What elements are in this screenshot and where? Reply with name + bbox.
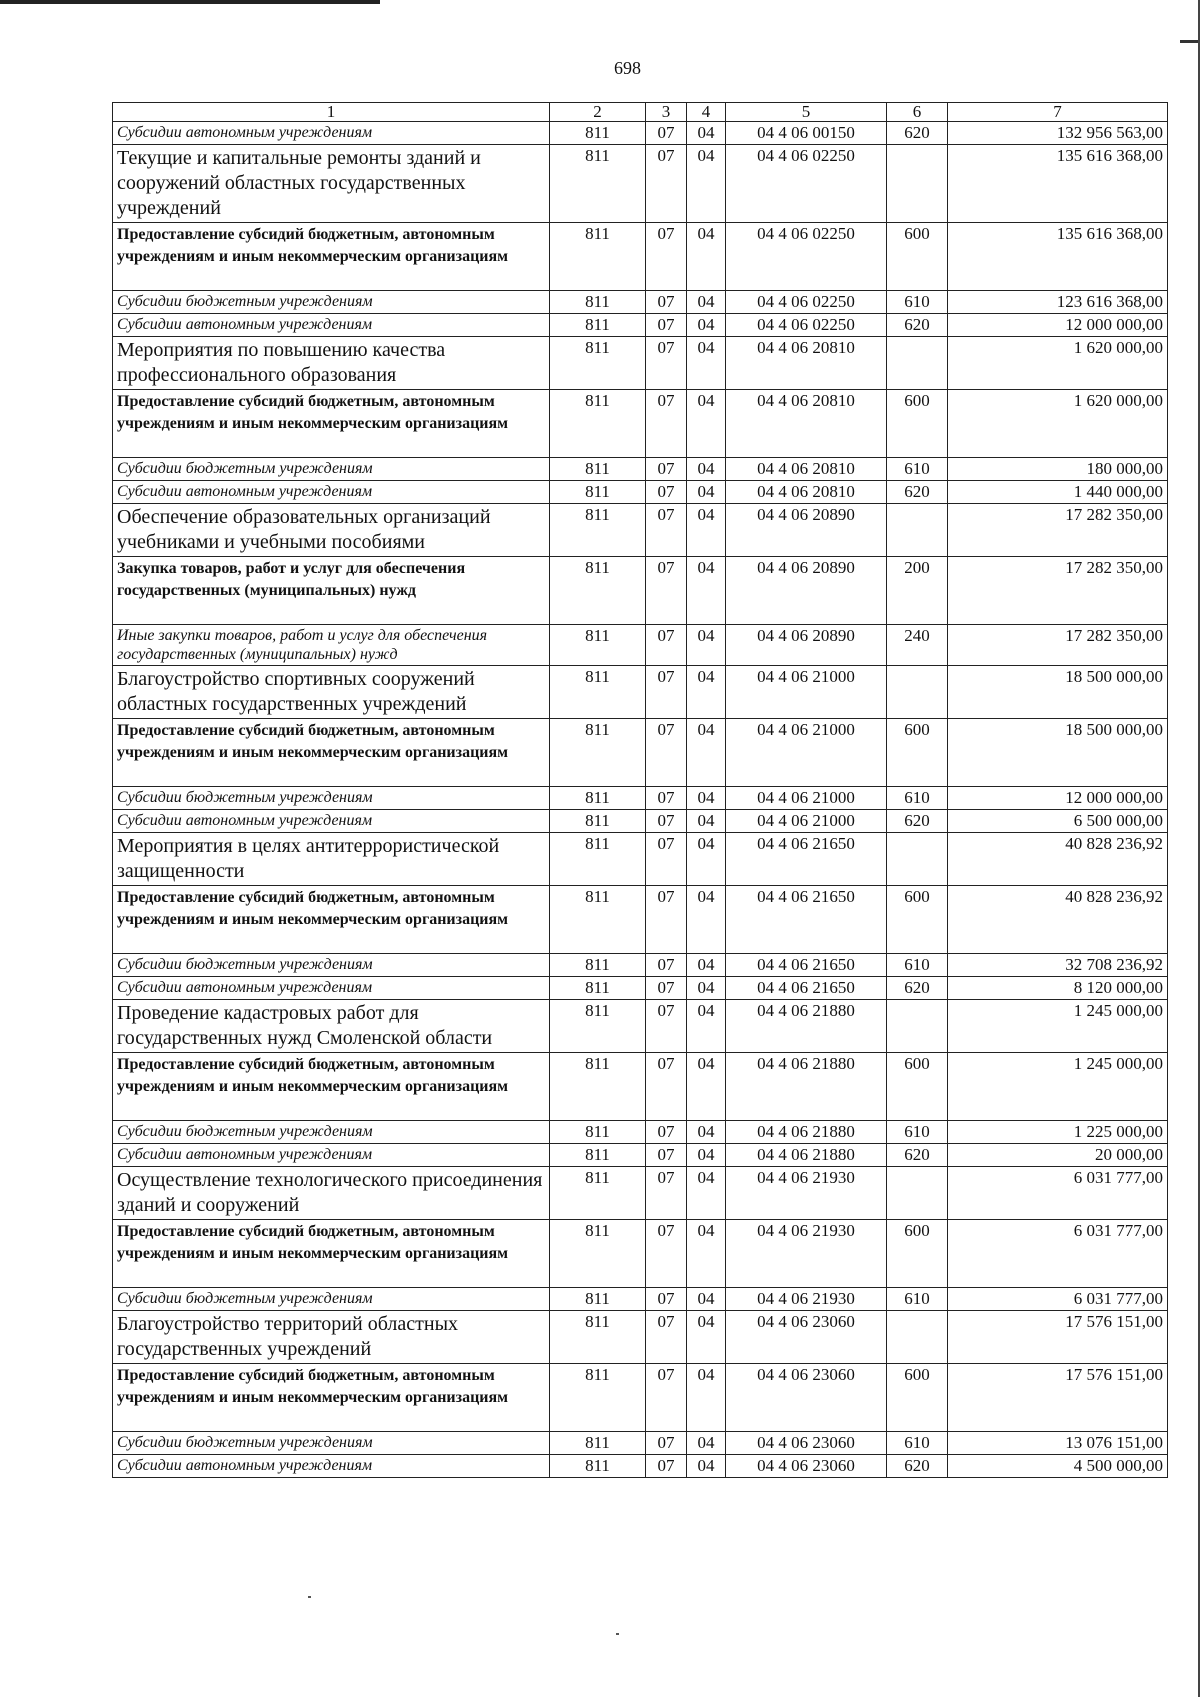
cell-expense-type <box>887 833 948 886</box>
cell-section: 07 <box>646 954 687 977</box>
cell-target-article: 04 4 06 21650 <box>726 954 887 977</box>
table-row <box>113 557 1168 625</box>
cell-subsection: 04 <box>687 1364 726 1432</box>
cell-name: Субсидии автономным учреждениям <box>113 314 550 337</box>
cell-target-article: 04 4 06 21880 <box>726 1121 887 1144</box>
cell-expense-type: 610 <box>887 1288 948 1311</box>
cell-admin-code: 811 <box>550 1288 646 1311</box>
cell-target-article: 04 4 06 21650 <box>726 833 887 886</box>
cell-target-article: 04 4 06 02250 <box>726 145 887 223</box>
cell-expense-type <box>887 504 948 557</box>
cell-subsection: 04 <box>687 481 726 504</box>
cell-target-article: 04 4 06 23060 <box>726 1432 887 1455</box>
cell-name: Субсидии бюджетным учреждениям <box>113 1121 550 1144</box>
cell-subsection: 04 <box>687 1167 726 1220</box>
cell-subsection: 04 <box>687 223 726 291</box>
cell-admin-code: 811 <box>550 886 646 954</box>
cell-target-article: 04 4 06 20890 <box>726 625 887 666</box>
cell-expense-type <box>887 337 948 390</box>
cell-amount: 6 031 777,00 <box>948 1288 1168 1311</box>
table-row <box>113 314 1168 337</box>
table-row <box>113 1288 1168 1311</box>
cell-section: 07 <box>646 291 687 314</box>
cell-expense-type: 620 <box>887 314 948 337</box>
cell-admin-code: 811 <box>550 977 646 1000</box>
cell-expense-type <box>887 1167 948 1220</box>
header-col-1: 1 <box>113 103 550 122</box>
cell-expense-type: 600 <box>887 719 948 787</box>
cell-amount: 1 620 000,00 <box>948 390 1168 458</box>
scan-speck <box>616 1633 619 1635</box>
cell-subsection: 04 <box>687 145 726 223</box>
cell-amount: 1 620 000,00 <box>948 337 1168 390</box>
cell-admin-code: 811 <box>550 122 646 145</box>
header-col-4: 4 <box>687 103 726 122</box>
cell-section: 07 <box>646 481 687 504</box>
cell-amount: 123 616 368,00 <box>948 291 1168 314</box>
cell-target-article: 04 4 06 21000 <box>726 666 887 719</box>
cell-expense-type: 610 <box>887 954 948 977</box>
cell-expense-type: 610 <box>887 1121 948 1144</box>
cell-section: 07 <box>646 977 687 1000</box>
cell-expense-type: 620 <box>887 977 948 1000</box>
cell-amount: 17 282 350,00 <box>948 504 1168 557</box>
cell-expense-type: 610 <box>887 1432 948 1455</box>
cell-subsection: 04 <box>687 886 726 954</box>
cell-name: Субсидии автономным учреждениям <box>113 481 550 504</box>
table-row <box>113 1364 1168 1432</box>
cell-target-article: 04 4 06 20810 <box>726 458 887 481</box>
cell-amount: 1 245 000,00 <box>948 1053 1168 1121</box>
cell-admin-code: 811 <box>550 1053 646 1121</box>
cell-admin-code: 811 <box>550 1144 646 1167</box>
cell-expense-type: 600 <box>887 1364 948 1432</box>
cell-name: Предоставление субсидий бюджетным, автономным учреждениям и иным некоммерческим организациям <box>113 886 550 954</box>
scan-speck <box>308 1596 311 1598</box>
cell-target-article: 04 4 06 20810 <box>726 390 887 458</box>
cell-target-article: 04 4 06 21880 <box>726 1144 887 1167</box>
cell-section: 07 <box>646 833 687 886</box>
cell-section: 07 <box>646 1432 687 1455</box>
cell-subsection: 04 <box>687 122 726 145</box>
cell-subsection: 04 <box>687 337 726 390</box>
scan-top-line <box>0 0 380 4</box>
cell-target-article: 04 4 06 02250 <box>726 314 887 337</box>
cell-target-article: 04 4 06 21650 <box>726 886 887 954</box>
cell-expense-type <box>887 145 948 223</box>
cell-name: Проведение кадастровых работ для государственных нужд Смоленской области <box>113 1000 550 1053</box>
table-row <box>113 458 1168 481</box>
cell-section: 07 <box>646 122 687 145</box>
cell-expense-type: 600 <box>887 886 948 954</box>
cell-amount: 6 500 000,00 <box>948 810 1168 833</box>
table-row <box>113 1311 1168 1364</box>
cell-target-article: 04 4 06 21000 <box>726 810 887 833</box>
cell-expense-type: 600 <box>887 1053 948 1121</box>
cell-name: Предоставление субсидий бюджетным, автономным учреждениям и иным некоммерческим организациям <box>113 223 550 291</box>
cell-name: Субсидии бюджетным учреждениям <box>113 458 550 481</box>
cell-subsection: 04 <box>687 1455 726 1478</box>
cell-section: 07 <box>646 1364 687 1432</box>
table-row <box>113 954 1168 977</box>
cell-admin-code: 811 <box>550 1455 646 1478</box>
cell-admin-code: 811 <box>550 810 646 833</box>
cell-target-article: 04 4 06 00150 <box>726 122 887 145</box>
page-number: 698 <box>614 58 641 78</box>
cell-section: 07 <box>646 719 687 787</box>
cell-amount: 17 282 350,00 <box>948 557 1168 625</box>
cell-subsection: 04 <box>687 833 726 886</box>
cell-admin-code: 811 <box>550 625 646 666</box>
cell-section: 07 <box>646 1144 687 1167</box>
cell-subsection: 04 <box>687 1220 726 1288</box>
table-row <box>113 1000 1168 1053</box>
cell-expense-type: 620 <box>887 1144 948 1167</box>
cell-admin-code: 811 <box>550 145 646 223</box>
cell-subsection: 04 <box>687 954 726 977</box>
cell-target-article: 04 4 06 20890 <box>726 557 887 625</box>
cell-subsection: 04 <box>687 1311 726 1364</box>
cell-subsection: 04 <box>687 787 726 810</box>
cell-amount: 180 000,00 <box>948 458 1168 481</box>
cell-amount: 18 500 000,00 <box>948 666 1168 719</box>
cell-target-article: 04 4 06 23060 <box>726 1364 887 1432</box>
table-row <box>113 719 1168 787</box>
table-row <box>113 1167 1168 1220</box>
table-row <box>113 666 1168 719</box>
cell-name: Субсидии бюджетным учреждениям <box>113 291 550 314</box>
cell-section: 07 <box>646 390 687 458</box>
table-row <box>113 810 1168 833</box>
cell-section: 07 <box>646 666 687 719</box>
cell-amount: 17 576 151,00 <box>948 1311 1168 1364</box>
scan-mark <box>1180 40 1198 43</box>
cell-name: Субсидии бюджетным учреждениям <box>113 1288 550 1311</box>
cell-target-article: 04 4 06 21650 <box>726 977 887 1000</box>
cell-name: Субсидии бюджетным учреждениям <box>113 787 550 810</box>
cell-subsection: 04 <box>687 458 726 481</box>
table-body <box>113 122 1168 1478</box>
cell-amount: 135 616 368,00 <box>948 223 1168 291</box>
cell-amount: 1 245 000,00 <box>948 1000 1168 1053</box>
cell-subsection: 04 <box>687 1288 726 1311</box>
cell-target-article: 04 4 06 02250 <box>726 291 887 314</box>
cell-name: Закупка товаров, работ и услуг для обеспечения государственных (муниципальных) нужд <box>113 557 550 625</box>
cell-subsection: 04 <box>687 977 726 1000</box>
cell-admin-code: 811 <box>550 223 646 291</box>
cell-subsection: 04 <box>687 666 726 719</box>
cell-subsection: 04 <box>687 314 726 337</box>
table-row <box>113 481 1168 504</box>
cell-target-article: 04 4 06 20810 <box>726 481 887 504</box>
cell-subsection: 04 <box>687 1000 726 1053</box>
cell-amount: 135 616 368,00 <box>948 145 1168 223</box>
cell-subsection: 04 <box>687 390 726 458</box>
cell-amount: 1 440 000,00 <box>948 481 1168 504</box>
cell-name: Субсидии автономным учреждениям <box>113 122 550 145</box>
table-row <box>113 833 1168 886</box>
cell-expense-type: 620 <box>887 122 948 145</box>
cell-admin-code: 811 <box>550 1220 646 1288</box>
cell-target-article: 04 4 06 23060 <box>726 1455 887 1478</box>
cell-expense-type: 620 <box>887 810 948 833</box>
cell-section: 07 <box>646 886 687 954</box>
cell-name: Субсидии бюджетным учреждениям <box>113 1432 550 1455</box>
cell-admin-code: 811 <box>550 337 646 390</box>
cell-expense-type: 620 <box>887 481 948 504</box>
cell-name: Предоставление субсидий бюджетным, автономным учреждениям и иным некоммерческим организациям <box>113 1364 550 1432</box>
cell-target-article: 04 4 06 21930 <box>726 1167 887 1220</box>
cell-target-article: 04 4 06 20890 <box>726 504 887 557</box>
cell-subsection: 04 <box>687 291 726 314</box>
cell-amount: 6 031 777,00 <box>948 1167 1168 1220</box>
cell-admin-code: 811 <box>550 1121 646 1144</box>
cell-name: Текущие и капитальные ремонты зданий и сооружений областных государственных учреждений <box>113 145 550 223</box>
cell-target-article: 04 4 06 21930 <box>726 1220 887 1288</box>
cell-name: Субсидии автономным учреждениям <box>113 977 550 1000</box>
cell-subsection: 04 <box>687 1121 726 1144</box>
cell-subsection: 04 <box>687 810 726 833</box>
cell-admin-code: 811 <box>550 833 646 886</box>
table-row <box>113 337 1168 390</box>
table-row <box>113 145 1168 223</box>
cell-admin-code: 811 <box>550 719 646 787</box>
cell-section: 07 <box>646 1311 687 1364</box>
cell-admin-code: 811 <box>550 390 646 458</box>
cell-admin-code: 811 <box>550 481 646 504</box>
cell-subsection: 04 <box>687 1144 726 1167</box>
cell-amount: 12 000 000,00 <box>948 314 1168 337</box>
cell-amount: 20 000,00 <box>948 1144 1168 1167</box>
header-col-5: 5 <box>726 103 887 122</box>
cell-admin-code: 811 <box>550 291 646 314</box>
cell-amount: 4 500 000,00 <box>948 1455 1168 1478</box>
cell-section: 07 <box>646 1121 687 1144</box>
cell-admin-code: 811 <box>550 787 646 810</box>
table-row <box>113 504 1168 557</box>
table-row <box>113 223 1168 291</box>
cell-subsection: 04 <box>687 504 726 557</box>
cell-expense-type: 610 <box>887 458 948 481</box>
cell-admin-code: 811 <box>550 1311 646 1364</box>
cell-amount: 17 282 350,00 <box>948 625 1168 666</box>
cell-name: Предоставление субсидий бюджетным, автономным учреждениям и иным некоммерческим организациям <box>113 719 550 787</box>
cell-section: 07 <box>646 458 687 481</box>
table-row <box>113 1053 1168 1121</box>
cell-admin-code: 811 <box>550 314 646 337</box>
cell-target-article: 04 4 06 02250 <box>726 223 887 291</box>
cell-target-article: 04 4 06 21000 <box>726 787 887 810</box>
cell-subsection: 04 <box>687 719 726 787</box>
header-col-6: 6 <box>887 103 948 122</box>
cell-subsection: 04 <box>687 625 726 666</box>
cell-section: 07 <box>646 787 687 810</box>
cell-amount: 12 000 000,00 <box>948 787 1168 810</box>
cell-amount: 1 225 000,00 <box>948 1121 1168 1144</box>
table-row <box>113 390 1168 458</box>
cell-target-article: 04 4 06 20810 <box>726 337 887 390</box>
table-row <box>113 787 1168 810</box>
table-row <box>113 291 1168 314</box>
cell-section: 07 <box>646 1288 687 1311</box>
cell-name: Предоставление субсидий бюджетным, автономным учреждениям и иным некоммерческим организациям <box>113 1053 550 1121</box>
table-row <box>113 1144 1168 1167</box>
cell-admin-code: 811 <box>550 1167 646 1220</box>
cell-expense-type <box>887 1311 948 1364</box>
cell-section: 07 <box>646 145 687 223</box>
table-row <box>113 886 1168 954</box>
cell-admin-code: 811 <box>550 504 646 557</box>
cell-section: 07 <box>646 625 687 666</box>
cell-amount: 40 828 236,92 <box>948 833 1168 886</box>
cell-amount: 17 576 151,00 <box>948 1364 1168 1432</box>
table-row <box>113 122 1168 145</box>
header-col-2: 2 <box>550 103 646 122</box>
cell-section: 07 <box>646 337 687 390</box>
cell-name: Мероприятия по повышению качества профессионального образования <box>113 337 550 390</box>
cell-section: 07 <box>646 1220 687 1288</box>
cell-section: 07 <box>646 557 687 625</box>
cell-name: Благоустройство территорий областных государственных учреждений <box>113 1311 550 1364</box>
cell-name: Иные закупки товаров, работ и услуг для обеспечения государственных (муниципальных) нужд <box>113 625 550 666</box>
cell-subsection: 04 <box>687 1053 726 1121</box>
cell-expense-type: 600 <box>887 1220 948 1288</box>
cell-expense-type: 600 <box>887 223 948 291</box>
cell-amount: 132 956 563,00 <box>948 122 1168 145</box>
cell-section: 07 <box>646 1167 687 1220</box>
cell-expense-type: 200 <box>887 557 948 625</box>
cell-amount: 18 500 000,00 <box>948 719 1168 787</box>
header-row <box>113 103 1168 122</box>
cell-admin-code: 811 <box>550 954 646 977</box>
cell-expense-type <box>887 666 948 719</box>
cell-section: 07 <box>646 314 687 337</box>
cell-name: Мероприятия в целях антитеррористической защищенности <box>113 833 550 886</box>
header-col-3: 3 <box>646 103 687 122</box>
cell-admin-code: 811 <box>550 557 646 625</box>
cell-name: Благоустройство спортивных сооружений областных государственных учреждений <box>113 666 550 719</box>
cell-name: Субсидии бюджетным учреждениям <box>113 954 550 977</box>
cell-name: Субсидии автономным учреждениям <box>113 810 550 833</box>
cell-name: Субсидии автономным учреждениям <box>113 1455 550 1478</box>
cell-name: Предоставление субсидий бюджетным, автономным учреждениям и иным некоммерческим организациям <box>113 1220 550 1288</box>
table-row <box>113 1455 1168 1478</box>
cell-admin-code: 811 <box>550 666 646 719</box>
cell-target-article: 04 4 06 21930 <box>726 1288 887 1311</box>
cell-target-article: 04 4 06 21880 <box>726 1000 887 1053</box>
table-row <box>113 1432 1168 1455</box>
cell-name: Осуществление технологического присоединения зданий и сооружений <box>113 1167 550 1220</box>
cell-expense-type: 610 <box>887 291 948 314</box>
cell-expense-type: 600 <box>887 390 948 458</box>
cell-admin-code: 811 <box>550 1364 646 1432</box>
table-row <box>113 977 1168 1000</box>
cell-section: 07 <box>646 504 687 557</box>
cell-section: 07 <box>646 810 687 833</box>
cell-amount: 13 076 151,00 <box>948 1432 1168 1455</box>
cell-expense-type <box>887 1000 948 1053</box>
cell-admin-code: 811 <box>550 1000 646 1053</box>
cell-section: 07 <box>646 1455 687 1478</box>
table-row <box>113 625 1168 666</box>
cell-expense-type: 610 <box>887 787 948 810</box>
cell-subsection: 04 <box>687 557 726 625</box>
cell-admin-code: 811 <box>550 1432 646 1455</box>
cell-target-article: 04 4 06 21000 <box>726 719 887 787</box>
budget-table <box>112 102 1168 1478</box>
table-row <box>113 1121 1168 1144</box>
table-row <box>113 1220 1168 1288</box>
cell-expense-type: 240 <box>887 625 948 666</box>
cell-amount: 8 120 000,00 <box>948 977 1168 1000</box>
cell-amount: 32 708 236,92 <box>948 954 1168 977</box>
header-col-7: 7 <box>948 103 1168 122</box>
cell-section: 07 <box>646 1000 687 1053</box>
cell-section: 07 <box>646 1053 687 1121</box>
cell-subsection: 04 <box>687 1432 726 1455</box>
cell-amount: 6 031 777,00 <box>948 1220 1168 1288</box>
cell-target-article: 04 4 06 21880 <box>726 1053 887 1121</box>
cell-amount: 40 828 236,92 <box>948 886 1168 954</box>
cell-name: Обеспечение образовательных организаций учебниками и учебными пособиями <box>113 504 550 557</box>
cell-target-article: 04 4 06 23060 <box>726 1311 887 1364</box>
cell-expense-type: 620 <box>887 1455 948 1478</box>
cell-admin-code: 811 <box>550 458 646 481</box>
cell-name: Предоставление субсидий бюджетным, автономным учреждениям и иным некоммерческим организациям <box>113 390 550 458</box>
cell-name: Субсидии автономным учреждениям <box>113 1144 550 1167</box>
cell-section: 07 <box>646 223 687 291</box>
